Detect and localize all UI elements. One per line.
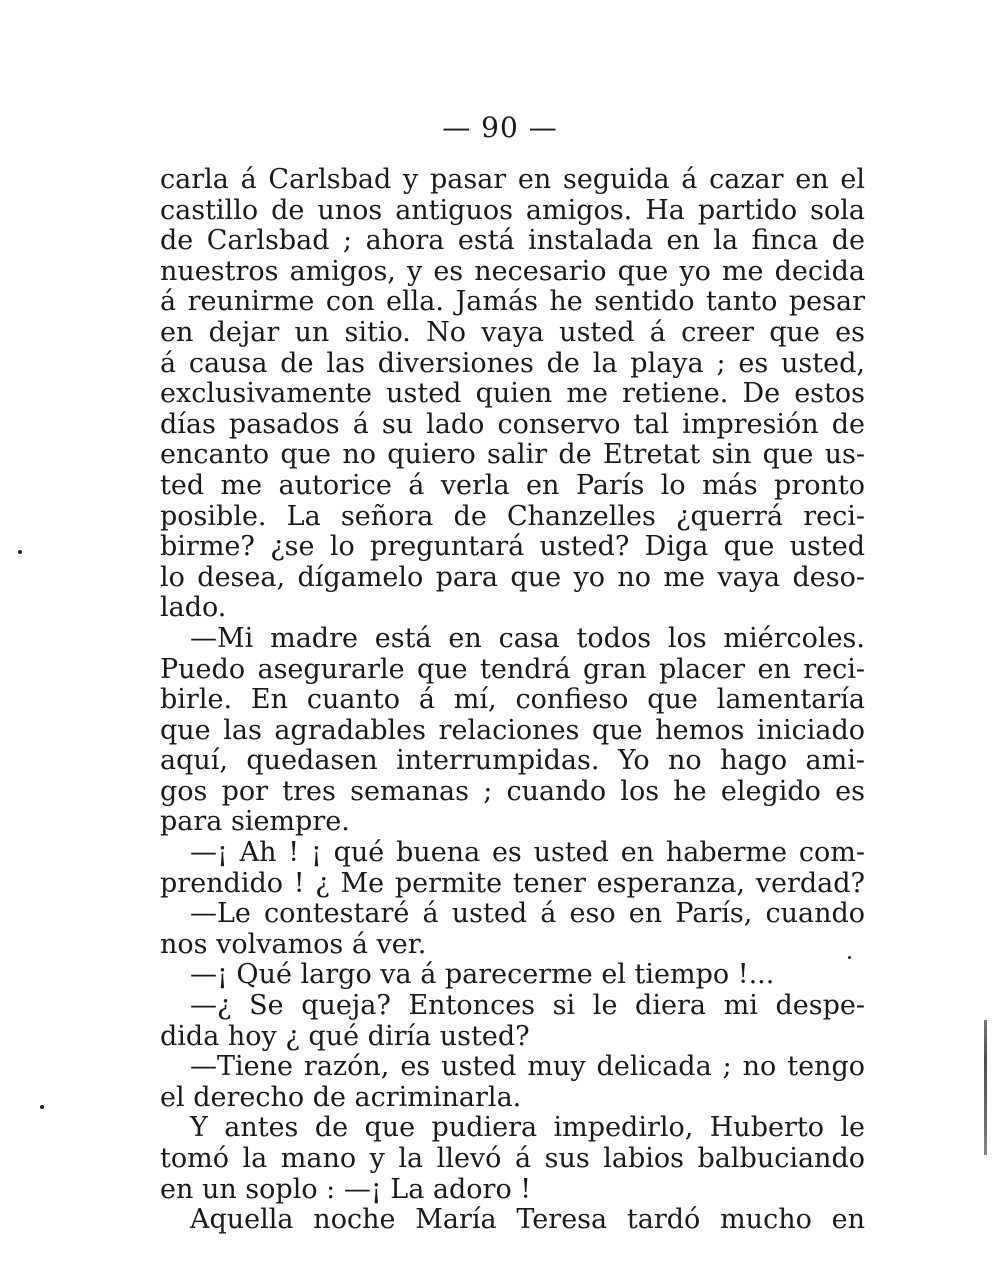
- ink-speck: [18, 550, 22, 554]
- text-line: en dejar un sitio. No vaya usted á creer que es: [160, 316, 865, 348]
- ink-speck: [848, 956, 851, 959]
- text-line: lado.: [160, 592, 227, 624]
- text-line: encanto que no quiero salir de Etretat sin que us-: [160, 439, 865, 471]
- text-line: carla á Carlsbad y pasar en seguida á cazar en el: [160, 164, 865, 195]
- body-text: [160, 165, 865, 1236]
- text-line: ted me autorice á verla en París lo más pronto: [160, 469, 865, 501]
- text-line: nos volvamos á ver.: [160, 928, 427, 960]
- text-line: gos por tres semanas ; cuando los he elegido es: [160, 775, 865, 807]
- text-line: —Le contestaré á usted á eso en París, cuando: [190, 898, 865, 930]
- text-line: en un soplo : —¡ La adoro !: [160, 1173, 532, 1205]
- text-line: castillo de unos antiguos amigos. Ha partido sola: [160, 194, 865, 226]
- text-line: —¡ Ah ! ¡ qué buena es usted en haberme com-: [190, 837, 865, 869]
- page-number: — 90 —: [442, 111, 558, 144]
- text-line: de Carlsbad ; ahora está instalada en la finca de: [160, 225, 865, 257]
- text-line: á reunirme con ella. Jamás he sentido tanto pesar: [160, 286, 865, 318]
- text-line: —¡ Qué largo va á parecerme el tiempo !...: [190, 959, 775, 991]
- text-line: Aquella noche María Teresa tardó mucho en: [190, 1204, 865, 1236]
- text-line: birme? ¿se lo preguntará usted? Diga que usted: [160, 531, 865, 563]
- text-line: aquí, quedasen interrumpidas. Yo no hago ami-: [160, 745, 865, 777]
- text-line: nuestros amigos, y es necesario que yo me decida: [160, 255, 865, 287]
- text-line: —Mi madre está en casa todos los miércoles.: [190, 622, 865, 654]
- text-line: exclusivamente usted quien me retiene. De estos: [160, 378, 865, 410]
- text-line: días pasados á su lado conservo tal impresión de: [160, 408, 865, 440]
- text-line: tomó la mano y la llevó á sus labios balbuciando: [160, 1143, 865, 1174]
- page-edge-mark: [984, 1020, 987, 1155]
- text-line: á causa de las diversiones de la playa ; es usted,: [160, 347, 865, 379]
- text-line: birle. En cuanto á mí, confieso que lamentaría: [160, 684, 865, 716]
- ink-speck: [40, 1105, 44, 1109]
- text-line: posible. La señora de Chanzelles ¿querrá reci-: [160, 500, 865, 532]
- text-line: lo desea, dígamelo para que yo no me vaya deso-: [160, 561, 865, 593]
- text-line: Y antes de que pudiera impedirlo, Huberto le: [190, 1112, 865, 1144]
- text-line: prendido ! ¿ Me permite tener esperanza, verdad?: [160, 867, 865, 899]
- text-line: Puedo asegurarle que tendrá gran placer en reci-: [160, 653, 865, 685]
- text-line: el derecho de acriminarla.: [160, 1081, 522, 1113]
- text-line: dida hoy ¿ qué diría usted?: [160, 1020, 530, 1052]
- text-line: —¿ Se queja? Entonces si le diera mi despe-: [190, 990, 865, 1022]
- text-line: para siempre.: [160, 806, 350, 838]
- text-line: que las agradables relaciones que hemos iniciado: [160, 714, 865, 746]
- text-line: —Tiene razón, es usted muy delicada ; no tengo: [190, 1051, 865, 1083]
